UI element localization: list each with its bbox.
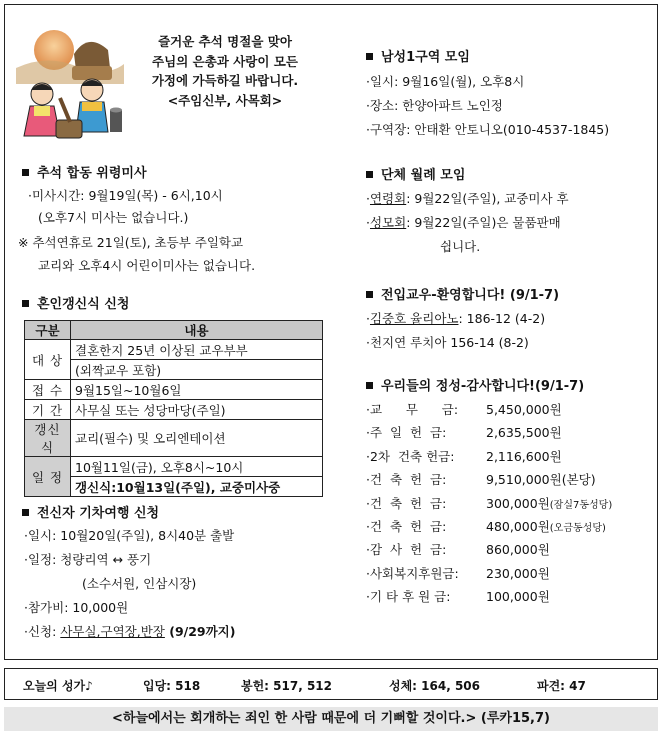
table-row <box>25 457 323 477</box>
offering-row <box>366 540 550 558</box>
mass-time: ·미사시간: 9월19일(목) - 6시,10시 <box>28 188 223 203</box>
greeting-line: 주님의 은총과 사랑이 모든 <box>152 53 298 69</box>
train-date: ·일시: 10월20일(주일), 8시40분 출발 <box>24 528 235 543</box>
offering-label: ·건 축 헌 금: <box>366 495 447 511</box>
row-label: 기 간 <box>25 400 71 420</box>
offering-row <box>366 494 612 512</box>
greeting-message <box>115 32 335 110</box>
hymns-label: 오늘의 성가♪ <box>23 679 93 693</box>
offering-label: ·건 축 헌 금: <box>366 519 447 534</box>
table-row <box>25 380 323 400</box>
renewal-title: 혼인갱신식 신청 <box>22 293 129 312</box>
hymns-bar <box>4 668 658 700</box>
offering-amount: 300,000원 <box>486 495 550 511</box>
table-row <box>25 400 323 420</box>
holiday-notice-2: 교리와 오후4시 어린이미사는 없습니다. <box>38 258 256 273</box>
offering-amount: 100,000원 <box>486 589 550 605</box>
offering-row <box>366 564 550 582</box>
offering-row <box>366 517 606 535</box>
train-route-sub: (소수서원, 인삼시장) <box>82 576 197 591</box>
chuseok-illustration <box>16 24 124 144</box>
bullet-square-icon <box>366 291 373 298</box>
row-label: 일 정 <box>25 457 71 497</box>
offering-amount: 2,116,600원 <box>486 448 562 464</box>
offering-label: ·주 일 헌 금: <box>366 425 447 441</box>
hymn-communion: 성체: 164, 506 <box>389 679 480 693</box>
group-meetings-title: 단체 월례 모임 <box>366 164 465 183</box>
greeting-line: 가정에 가득하길 바랍니다. <box>151 73 299 88</box>
row-content: 9월15일~10월6일 <box>71 380 323 400</box>
table-row <box>25 420 323 457</box>
group-meeting-1: ·연령회: 9월22일(주일), 교중미사 후 <box>366 191 569 206</box>
welcome-person-1: ·김중호 율리아노: 186-12 (4-2) <box>366 311 546 326</box>
hymn-dismissal: 파견: 47 <box>537 679 586 693</box>
table-row <box>25 340 323 360</box>
renewal-table <box>24 320 323 497</box>
offering-amount: 230,000원 <box>486 565 550 581</box>
offering-note: (잠실7동성당) <box>549 499 613 511</box>
welcome-person-2: ·천지연 루치아 156-14 (8-2) <box>366 335 529 350</box>
offering-amount: 860,000원 <box>486 542 550 558</box>
bullet-square-icon <box>366 382 373 389</box>
row-label: 갱신식 <box>25 420 71 457</box>
offering-amount: 9,510,000원(본당) <box>486 472 596 488</box>
greeting-line: 즐거운 추석 명절을 맞아 <box>158 34 292 49</box>
welcome-title: 전입교우-환영합니다! (9/1-7) <box>366 284 559 303</box>
row-content: 사무실 또는 성당마당(주일) <box>71 400 323 420</box>
bullet-square-icon <box>22 509 29 516</box>
col-content: 내용 <box>71 321 323 340</box>
row-label: 대 상 <box>25 340 71 380</box>
row-content: 갱신식:10월13일(주일), 교중미사중 <box>71 477 323 497</box>
chuseok-mass-title: 추석 합동 위령미사 <box>22 162 147 181</box>
bullet-square-icon <box>22 300 29 307</box>
row-label: 접 수 <box>25 380 71 400</box>
offering-label: ·감 사 헌 금: <box>366 542 447 558</box>
offering-note: (오금동성당) <box>549 523 606 534</box>
scripture-verse: <하늘에서는 회개하는 죄인 한 사람 때문에 더 기뻐할 것이다.> (루카15,7) <box>4 707 658 731</box>
men-meeting-date: ·일시: 9월16일(월), 오후8시 <box>366 74 525 89</box>
row-content: 교리(필수) 및 오리엔테이션 <box>71 420 323 457</box>
men-meeting-place: ·장소: 한양아파트 노인정 <box>366 98 503 113</box>
bullet-square-icon <box>366 53 373 60</box>
offering-row <box>366 470 596 488</box>
hymn-offertory: 봉헌: 517, 512 <box>241 679 332 693</box>
men-meeting-title: 남성1구역 모임 <box>366 46 470 65</box>
offering-label: ·기 타 후 원 금: <box>366 589 451 605</box>
bullet-square-icon <box>366 171 373 178</box>
train-title: 전신자 기차여행 신청 <box>22 502 159 521</box>
offering-label: ·건 축 헌 금: <box>366 472 447 488</box>
group-meeting-3: 쉽니다. <box>440 239 481 254</box>
offering-amount: 5,450,000원 <box>486 402 562 417</box>
holiday-notice-1: ※ 추석연휴로 21일(토), 초등부 주일학교 <box>18 235 244 250</box>
greeting-signature: <주임신부, 사목회> <box>167 92 283 108</box>
offering-row <box>366 447 562 465</box>
offering-label: ·교 무 금: <box>366 402 459 417</box>
mass-note: (오후7시 미사는 없습니다.) <box>38 210 189 225</box>
bullet-square-icon <box>22 169 29 176</box>
group-meeting-2: ·성모회: 9월22일(주일)은 물품판매 <box>366 215 561 230</box>
offering-amount: 2,635,500원 <box>486 425 562 441</box>
row-content: 10월11일(금), 오후8시~10시 <box>71 457 323 477</box>
col-category: 구분 <box>25 321 71 340</box>
train-route: ·일정: 청량리역 ↔ 풍기 <box>24 552 152 567</box>
hymn-entrance: 입당: 518 <box>143 679 201 693</box>
offering-row <box>366 400 562 418</box>
row-content: 결혼한지 25년 이상된 교우부부 <box>71 340 323 360</box>
offerings-title: 우리들의 정성-감사합니다!(9/1-7) <box>366 375 584 394</box>
men-meeting-leader: ·구역장: 안태환 안토니오(010-4537-1845) <box>366 122 610 137</box>
table-header-row <box>25 321 323 340</box>
train-apply: ·신청: 사무실,구역장,반장 (9/29까지) <box>24 624 236 639</box>
offering-amount: 480,000원 <box>486 519 550 534</box>
train-fee: ·참가비: 10,000원 <box>24 600 129 615</box>
offering-row <box>366 423 562 441</box>
row-content: (외짝교우 포함) <box>71 360 323 380</box>
offering-row <box>366 587 550 605</box>
offering-label: ·사회복지후원금: <box>366 565 459 581</box>
offering-label: ·2차 건축 헌금: <box>366 448 455 464</box>
